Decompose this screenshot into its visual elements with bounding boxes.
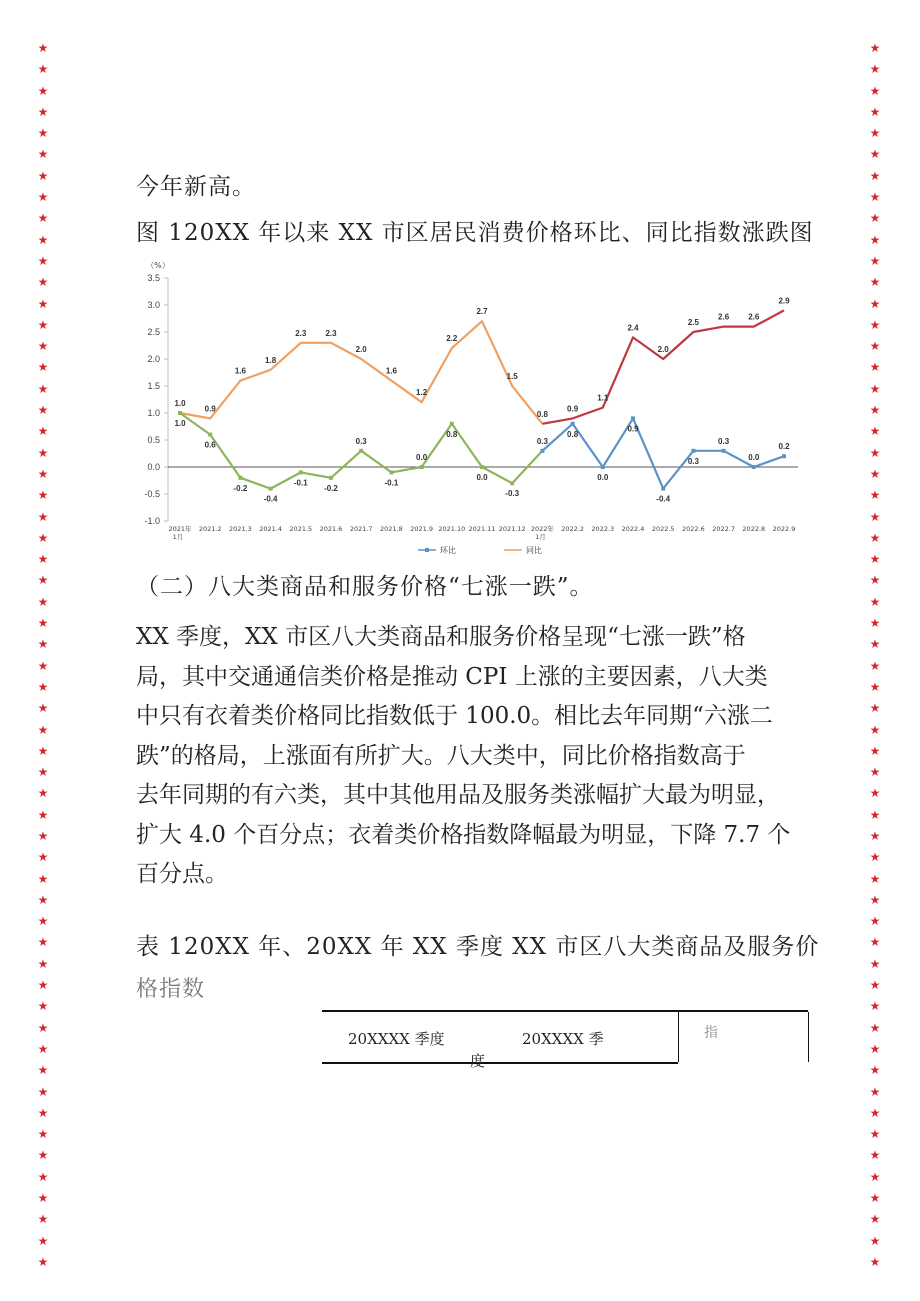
star-icon: ★ [37,892,49,907]
y-tick-label: 0.5 [147,435,160,445]
huanbi-data-label: 0.2 [778,442,790,452]
huanbi-data-label: 0.0 [476,473,488,482]
star-icon: ★ [869,1191,881,1206]
table-top-rule [322,1010,808,1012]
star-icon: ★ [37,381,49,396]
x-tick-label: 2021.5 [289,525,313,533]
star-icon: ★ [869,1254,881,1269]
paragraph-line: XX 季度，XX 市区八大类商品和服务价格呈现“七涨一跌”格 [136,624,746,650]
x-tick-label: 2021.2 [198,525,222,533]
x-tick-label: 2021.4 [259,525,282,533]
huanbi-point [178,411,182,415]
star-icon: ★ [869,1148,881,1163]
y-tick-label: 1.5 [147,381,160,391]
star-icon: ★ [37,552,49,567]
star-icon: ★ [37,1105,49,1120]
huanbi-point [480,465,484,469]
star-icon: ★ [37,62,49,77]
star-icon: ★ [869,978,881,993]
star-icon: ★ [869,83,881,98]
y-tick-label: 3.5 [147,273,160,283]
tongbi-data-label: 1.8 [265,355,277,365]
huanbi-point [450,422,454,426]
figure-title: 图 120XX 年以来 XX 市区居民消费价格环比、同比指数涨跌图 [136,220,814,246]
body-paragraph [136,618,800,895]
y-tick-label: 0.0 [147,462,160,472]
paragraph-line: 中只有衣着类价格同比指数低于 100.0。相比去年同期“六涨二 [136,703,773,729]
star-icon: ★ [37,850,49,865]
x-tick-label: 2021.12 [498,525,526,533]
tongbi-data-label: 2.6 [718,312,730,322]
huanbi-point [722,449,726,453]
star-icon: ★ [869,275,881,290]
star-icon: ★ [37,360,49,375]
star-icon: ★ [869,530,881,545]
huanbi-data-label: 0.3 [536,436,548,446]
huanbi-point [782,454,786,458]
huanbi-point [510,481,514,485]
x-tick-label: 2022.6 [682,525,705,533]
section-heading: （二）八大类商品和服务价格“七涨一跌”。 [136,574,594,600]
star-icon: ★ [869,466,881,481]
huanbi-data-label: 0.3 [687,456,699,466]
star-icon: ★ [37,573,49,588]
tongbi-data-label: 1.6 [234,366,246,376]
x-tick-label: 2022.8 [742,525,766,533]
star-icon: ★ [869,360,881,375]
star-icon: ★ [869,850,881,865]
star-icon: ★ [869,168,881,183]
star-icon: ★ [869,488,881,503]
star-icon: ★ [869,317,881,332]
huanbi-data-label: 0.0 [416,453,428,462]
star-icon: ★ [869,871,881,886]
tongbi-line-2022 [542,310,784,423]
star-icon: ★ [37,935,49,950]
star-icon: ★ [37,743,49,758]
table-bottom-rule [322,1062,678,1064]
x-tick-label: 2021.10 [438,525,466,533]
star-icon: ★ [37,722,49,737]
y-tick-label: -0.5 [144,489,160,499]
x-tick-label: 2022.7 [712,525,735,533]
huanbi-data-label: -0.2 [233,483,248,493]
huanbi-point [238,476,242,480]
left-star-border [36,38,50,1273]
star-icon: ★ [869,339,881,354]
huanbi-data-label: -0.4 [656,494,671,504]
star-icon: ★ [37,1233,49,1248]
star-icon: ★ [37,637,49,652]
huanbi-point [752,465,756,469]
star-icon: ★ [869,679,881,694]
star-icon: ★ [37,488,49,503]
star-icon: ★ [869,935,881,950]
x-tick-label: 2021.7 [349,525,373,533]
y-unit-label: （%） [146,261,170,270]
star-icon: ★ [37,679,49,694]
star-icon: ★ [37,211,49,226]
right-star-border [868,38,882,1273]
star-icon: ★ [869,509,881,524]
star-icon: ★ [869,424,881,439]
star-icon: ★ [869,296,881,311]
huanbi-point [208,433,212,437]
huanbi-point [299,470,303,474]
tongbi-data-label: 2.3 [295,328,307,338]
paragraph-line: 局，其中交通通信类价格是推动 CPI 上涨的主要因素，八大类 [136,663,768,690]
star-icon: ★ [37,403,49,418]
cpi-line-chart [118,254,818,560]
y-tick-label: 3.0 [147,300,160,310]
star-icon: ★ [37,424,49,439]
table-column-divider [678,1012,679,1062]
star-icon: ★ [37,765,49,780]
legend-huanbi-label: 环比 [440,546,456,555]
star-icon: ★ [869,637,881,652]
x-tick-label: 2021年 [168,525,192,533]
star-icon: ★ [37,104,49,119]
tongbi-data-label: 2.9 [778,296,790,306]
paragraph-line: 去年同期的有六类，其中其他用品及服务类涨幅扩大最为明显， [136,782,780,808]
star-icon: ★ [37,253,49,268]
huanbi-point [540,449,544,453]
y-tick-label: 2.5 [147,327,160,337]
huanbi-data-label: 0.3 [355,436,367,446]
huanbi-data-label: 0.9 [627,424,639,434]
star-icon: ★ [869,211,881,226]
star-icon: ★ [869,701,881,716]
x-tick-label: 2022.2 [561,525,584,533]
star-icon: ★ [37,339,49,354]
huanbi-data-label: 1.0 [174,419,186,428]
star-icon: ★ [869,1020,881,1035]
star-icon: ★ [37,445,49,460]
star-icon: ★ [37,956,49,971]
tongbi-data-label: 2.4 [627,323,639,333]
x-tick-label: 2021.8 [380,525,403,533]
paragraph-line: 跌”的格局，上涨面有所扩大。八大类中，同比价格指数高于 [136,742,746,769]
star-icon: ★ [869,1233,881,1248]
huanbi-data-label: 0.0 [597,473,609,482]
star-icon: ★ [37,914,49,929]
x-tick-label: 2021.11 [468,525,496,533]
star-icon: ★ [37,871,49,886]
tongbi-data-label: 2.2 [446,334,458,344]
star-icon: ★ [37,807,49,822]
huanbi-data-label: -0.2 [324,483,338,493]
star-icon: ★ [37,1254,49,1269]
star-icon: ★ [37,1127,49,1142]
star-icon: ★ [869,190,881,205]
table-header-col3: 指 [704,1025,718,1041]
x-tick-label: 2021.3 [229,525,252,533]
tongbi-data-label: 1.2 [416,388,428,398]
huanbi-point [269,487,273,491]
star-icon: ★ [37,1063,49,1078]
star-icon: ★ [37,530,49,545]
huanbi-data-label: 0.3 [718,436,730,446]
star-icon: ★ [869,381,881,396]
tongbi-data-label: 2.5 [687,318,699,327]
legend-huanbi-marker [425,548,429,552]
star-icon: ★ [37,190,49,205]
huanbi-data-label: 0.6 [204,440,216,450]
tongbi-data-label: 0.9 [567,404,579,414]
star-icon: ★ [37,1169,49,1184]
tongbi-data-label: 0.8 [536,409,548,419]
star-icon: ★ [37,317,49,332]
star-icon: ★ [869,1212,881,1227]
x-tick-label: 2021.6 [319,525,343,533]
star-icon: ★ [869,616,881,631]
huanbi-point [691,449,695,453]
tongbi-data-label: 1.6 [385,366,397,376]
x-tick-label: 2022.9 [772,525,796,533]
table-header-col1: 20XXXX 季度 [348,1030,445,1048]
star-icon: ★ [869,914,881,929]
huanbi-point [631,416,635,420]
tongbi-data-label: 1.5 [506,372,518,381]
star-icon: ★ [869,573,881,588]
tongbi-data-label: 2.6 [748,312,760,322]
huanbi-point [661,487,665,491]
star-icon: ★ [869,956,881,971]
table-header-col2: 20XXXX 季 [522,1030,604,1048]
chart-axes [144,261,798,541]
tongbi-data-label: 0.9 [204,404,216,414]
star-icon: ★ [37,1020,49,1035]
star-icon: ★ [869,1041,881,1056]
star-icon: ★ [869,445,881,460]
star-icon: ★ [869,743,881,758]
huanbi-data-label: 0.8 [446,429,458,439]
star-icon: ★ [869,1127,881,1142]
star-icon: ★ [869,62,881,77]
star-icon: ★ [37,701,49,716]
star-icon: ★ [869,828,881,843]
tongbi-data-label: 1.1 [597,393,609,403]
star-icon: ★ [37,658,49,673]
star-icon: ★ [37,594,49,609]
tongbi-data-label: 2.7 [476,307,488,317]
huanbi-point [420,465,424,469]
star-icon: ★ [37,1191,49,1206]
star-icon: ★ [37,168,49,183]
star-icon: ★ [869,232,881,247]
star-icon: ★ [869,999,881,1014]
x-tick-label: 1月 [172,533,184,541]
y-tick-label: 1.0 [147,408,160,418]
star-icon: ★ [37,1084,49,1099]
huanbi-data-label: -0.3 [505,489,520,499]
y-tick-label: 2.0 [147,354,160,364]
x-tick-label: 2021.9 [410,525,433,533]
star-icon: ★ [37,83,49,98]
x-tick-label: 2022.4 [621,525,645,533]
huanbi-point [359,449,363,453]
star-icon: ★ [37,296,49,311]
star-icon: ★ [869,807,881,822]
x-tick-label: 2022年 [530,525,554,533]
star-icon: ★ [37,509,49,524]
price-index-table [322,1010,810,1070]
huanbi-point [329,476,333,480]
star-icon: ★ [37,275,49,290]
star-icon: ★ [869,147,881,162]
star-icon: ★ [37,147,49,162]
star-icon: ★ [37,828,49,843]
star-icon: ★ [37,1212,49,1227]
huanbi-data-label: -0.1 [384,478,399,488]
paragraph-line: 扩大 4.0 个百分点；衣着类价格指数降幅最为明显，下降 7.7 个 [136,821,791,848]
huanbi-point [571,422,575,426]
huanbi-data-label: -0.1 [293,478,308,488]
text-line-top: 今年新高。 [136,174,256,200]
paragraph-line: 百分点。 [136,861,228,887]
star-icon: ★ [869,1084,881,1099]
table-title: 表 120XX 年、20XX 年 XX 季度 XX 市区八大类商品及服务价 [136,934,820,960]
star-icon: ★ [37,978,49,993]
star-icon: ★ [37,1041,49,1056]
tongbi-data-label: 2.0 [355,345,367,354]
star-icon: ★ [869,594,881,609]
star-icon: ★ [37,126,49,141]
star-icon: ★ [869,892,881,907]
star-icon: ★ [37,786,49,801]
huanbi-data-label: 0.8 [567,429,579,439]
star-icon: ★ [869,1063,881,1078]
chart-data-labels [174,296,790,503]
star-icon: ★ [37,999,49,1014]
star-icon: ★ [869,786,881,801]
star-icon: ★ [37,616,49,631]
x-tick-label: 2022.3 [591,525,615,533]
x-tick-label: 2022.5 [651,525,675,533]
tongbi-data-label: 1.0 [174,399,186,408]
star-icon: ★ [869,1105,881,1120]
star-icon: ★ [37,41,49,55]
star-icon: ★ [869,658,881,673]
star-icon: ★ [869,104,881,119]
star-icon: ★ [869,403,881,418]
table-title-continuation: 格指数 [136,977,206,1002]
y-tick-label: -1.0 [144,516,160,526]
huanbi-data-label: -0.4 [263,494,278,504]
huanbi-data-label: 0.0 [748,453,760,462]
star-icon: ★ [869,126,881,141]
table-header-col2-wrap: 度 [470,1052,486,1070]
huanbi-point [389,470,393,474]
star-icon: ★ [869,41,881,55]
star-icon: ★ [37,466,49,481]
table-right-border [808,1012,809,1062]
tongbi-data-label: 2.0 [657,345,669,354]
star-icon: ★ [37,232,49,247]
tongbi-data-label: 2.3 [325,328,337,338]
star-icon: ★ [869,1169,881,1184]
x-tick-label: 1月 [535,533,546,541]
star-icon: ★ [37,1148,49,1163]
chart-legend [418,545,542,555]
star-icon: ★ [869,552,881,567]
star-icon: ★ [869,722,881,737]
huanbi-point [601,465,605,469]
star-icon: ★ [869,253,881,268]
legend-tongbi-label: 同比 [526,546,542,555]
star-icon: ★ [869,765,881,780]
